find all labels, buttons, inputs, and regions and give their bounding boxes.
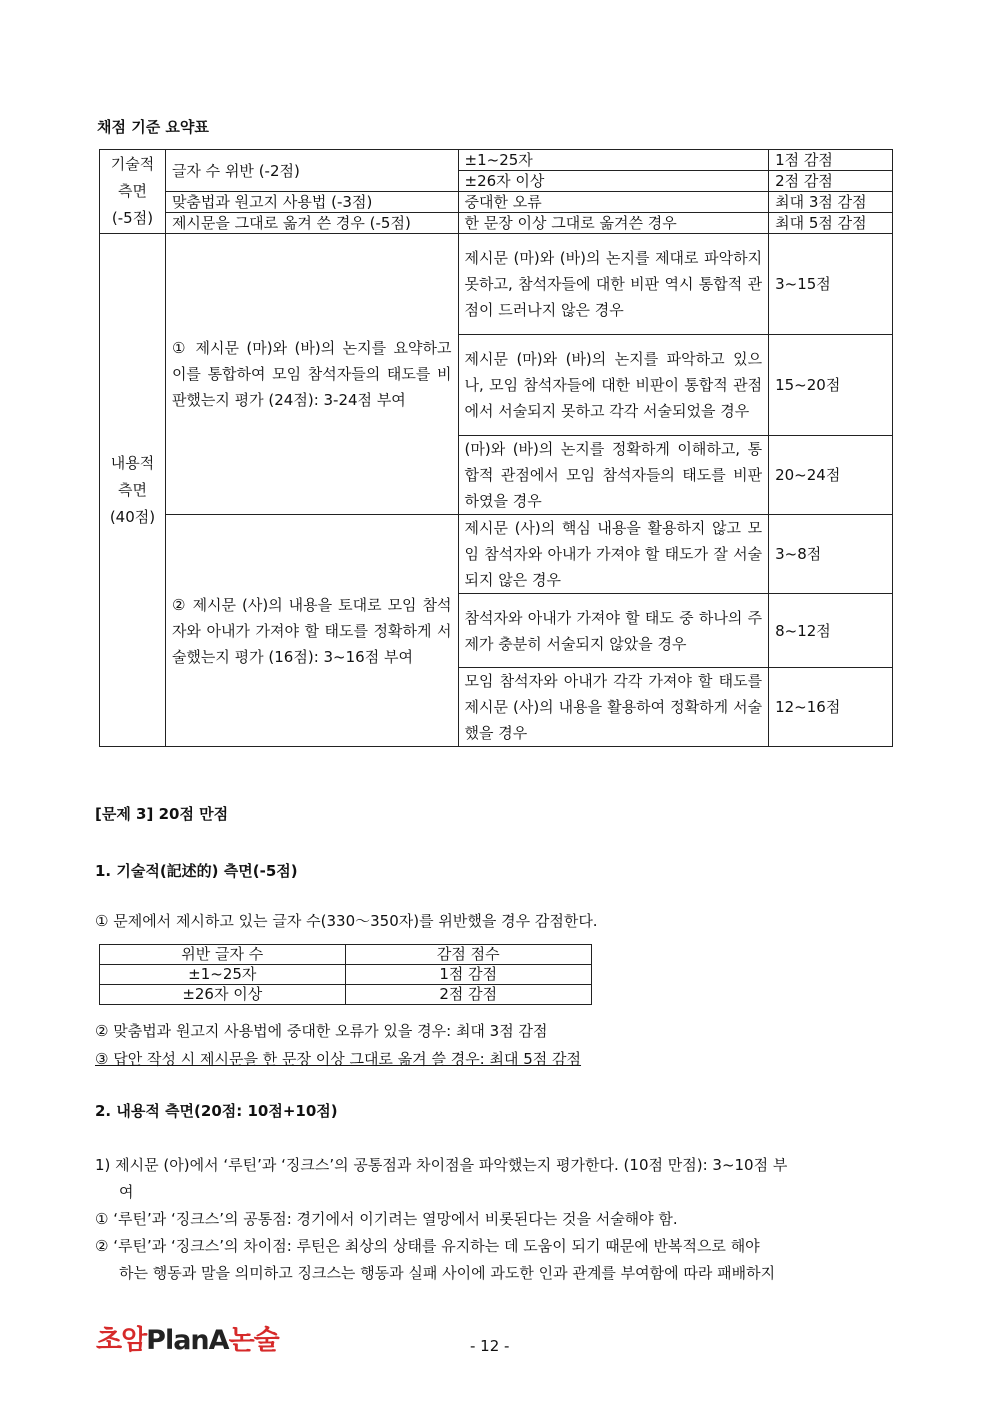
content-detail: 제시문 (마)와 (바)의 논지를 파악하고 있으나, 모임 참석자들에 대한 비판이 통합적 관점에서 서술되지 못하고 각각 서술되었을 경우 bbox=[458, 335, 769, 436]
section2-item1-line2: 여 bbox=[119, 1183, 134, 1201]
section2-item1-line1: 1) 제시문 (아)에서 ‘루틴’과 ‘징크스’의 공통점과 차이점을 파악했는지 평가한다. (10점 만점): 3~10점 부 bbox=[95, 1156, 788, 1174]
section1-item1: ① 문제에서 제시하고 있는 글자 수(330～350자)를 위반했을 경우 감점한다. bbox=[95, 912, 598, 930]
logo-text-red: 초암 bbox=[96, 1325, 147, 1356]
logo-text-dark: PlanA bbox=[146, 1325, 229, 1356]
content-score: 8~12점 bbox=[769, 594, 893, 668]
content-detail: 제시문 (사)의 핵심 내용을 활용하지 않고 모임 참석자와 아내가 가져야 할 태도가 잘 서술되지 않은 경우 bbox=[458, 515, 769, 594]
table-header: 위반 글자 수 bbox=[100, 945, 346, 965]
content-side-label: 내용적 측면 (40점) bbox=[100, 234, 166, 747]
tech-score: 2점 감점 bbox=[769, 171, 893, 192]
brand-logo bbox=[96, 1318, 279, 1357]
tech-detail: ±1~25자 bbox=[458, 150, 769, 171]
tech-side-label: 기술적 측면 (-5점) bbox=[100, 150, 166, 234]
tech-score: 1점 감점 bbox=[769, 150, 893, 171]
content-score: 12~16점 bbox=[769, 668, 893, 747]
tech-score: 최대 3점 감점 bbox=[769, 192, 893, 213]
table-header: 감점 점수 bbox=[345, 945, 591, 965]
section2-item3-line2: 하는 행동과 말을 의미하고 징크스는 행동과 실패 사이에 과도한 인과 관계를 부여함에 따라 패배하지 bbox=[119, 1264, 776, 1282]
content-detail: 참석자와 아내가 가져야 할 태도 중 하나의 주제가 충분히 서술되지 않았을 경우 bbox=[458, 594, 769, 668]
content-score: 3~8점 bbox=[769, 515, 893, 594]
section2-item2: ① ‘루틴’과 ‘징크스’의 공통점: 경기에서 이기려는 열망에서 비롯된다는 것을 서술해야 함. bbox=[95, 1210, 678, 1228]
content-criterion-1: ① 제시문 (마)와 (바)의 논지를 요약하고 이를 통합하여 모임 참석자들의 태도를 비판했는지 평가 (24점): 3-24점 부여 bbox=[165, 234, 458, 515]
content-score: 20~24점 bbox=[769, 436, 893, 515]
content-detail: 모임 참석자와 아내가 각각 가져야 할 태도를 제시문 (사)의 내용을 활용하여 정확하게 서술했을 경우 bbox=[458, 668, 769, 747]
page-number: - 12 - bbox=[470, 1337, 510, 1355]
content-detail: (마)와 (바)의 논지를 정확하게 이해하고, 통합적 관점에서 모임 참석자들의 태도를 비판하였을 경우 bbox=[458, 436, 769, 515]
table-cell: ±26자 이상 bbox=[100, 985, 346, 1005]
content-score: 15~20점 bbox=[769, 335, 893, 436]
logo-text-red2: 논술 bbox=[228, 1325, 279, 1356]
tech-criterion-length: 글자 수 위반 (-2점) bbox=[165, 150, 458, 192]
table-cell: ±1~25자 bbox=[100, 965, 346, 985]
content-score: 3~15점 bbox=[769, 234, 893, 335]
tech-score: 최대 5점 감점 bbox=[769, 213, 893, 234]
tech-detail: 중대한 오류 bbox=[458, 192, 769, 213]
section2-item3-line1: ② ‘루틴’과 ‘징크스’의 차이점: 루틴은 최상의 상태를 유지하는 데 도움이 되기 때문에 반복적으로 해야 bbox=[95, 1237, 760, 1255]
tech-criterion-copy: 제시문을 그대로 옮겨 쓴 경우 (-5점) bbox=[165, 213, 458, 234]
summary-title: 채점 기준 요약표 bbox=[97, 118, 209, 136]
section1-item2: ② 맞춤법과 원고지 사용법에 중대한 오류가 있을 경우: 최대 3점 감점 bbox=[95, 1022, 548, 1040]
problem3-heading: [문제 3] 20점 만점 bbox=[95, 805, 229, 823]
section1-heading: 1. 기술적(記述的) 측면(-5점) bbox=[95, 862, 298, 880]
tech-detail: ±26자 이상 bbox=[458, 171, 769, 192]
section1-item3: ③ 답안 작성 시 제시문을 한 문장 이상 그대로 옮겨 쓸 경우: 최대 5점 감점 bbox=[95, 1050, 582, 1068]
table-cell: 2점 감점 bbox=[345, 985, 591, 1005]
scoring-summary-table bbox=[99, 149, 893, 747]
table-cell: 1점 감점 bbox=[345, 965, 591, 985]
content-detail: 제시문 (마)와 (바)의 논지를 제대로 파악하지 못하고, 참석자들에 대한 비판 역시 통합적 관점이 드러나지 않은 경우 bbox=[458, 234, 769, 335]
content-criterion-2: ② 제시문 (사)의 내용을 토대로 모임 참석자와 아내가 가져야 할 태도를 정확하게 서술했는지 평가 (16점): 3~16점 부여 bbox=[165, 515, 458, 747]
length-penalty-table bbox=[99, 944, 592, 1005]
section2-heading: 2. 내용적 측면(20점: 10점+10점) bbox=[95, 1102, 338, 1120]
tech-criterion-spelling: 맞춤법과 원고지 사용법 (-3점) bbox=[165, 192, 458, 213]
tech-detail: 한 문장 이상 그대로 옮겨쓴 경우 bbox=[458, 213, 769, 234]
